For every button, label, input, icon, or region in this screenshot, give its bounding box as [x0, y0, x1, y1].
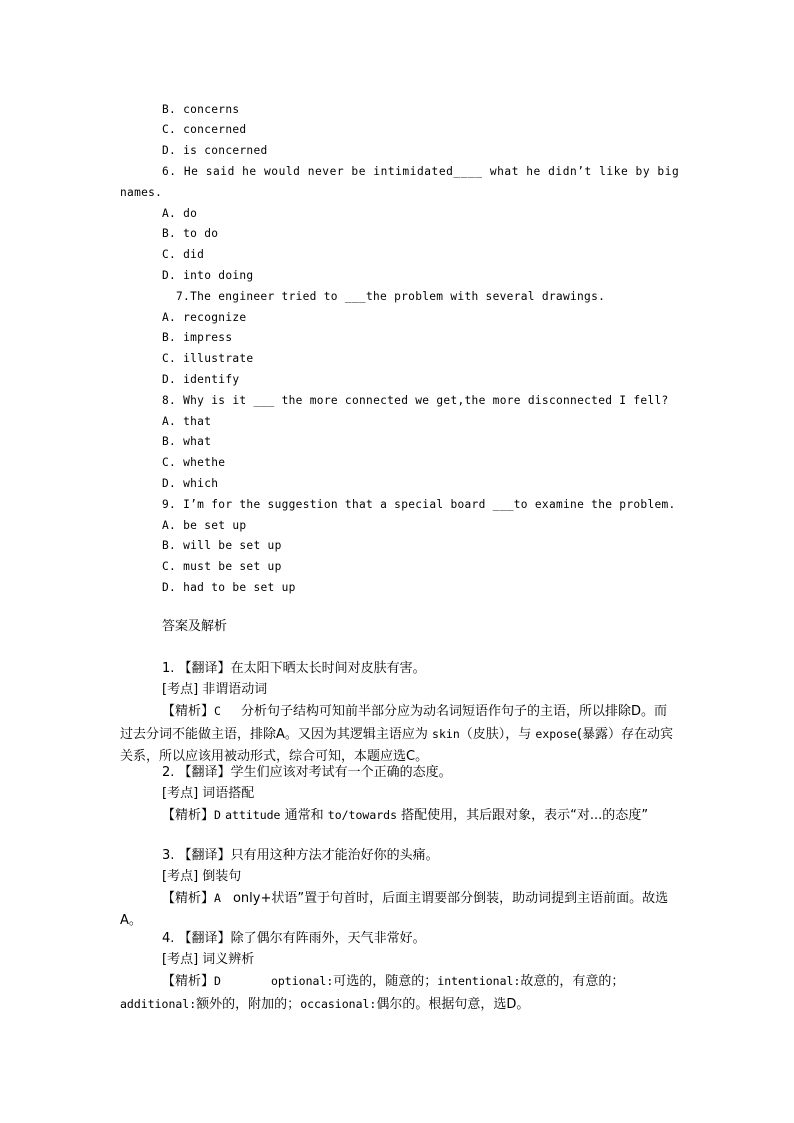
answer-letter: C [214, 704, 221, 718]
answer-2-analysis [120, 804, 675, 827]
analysis-tag: 【精析】 [162, 704, 215, 719]
analysis-text: 度” [628, 808, 649, 823]
analysis-text: only+状语”置于句首时，后面主谓要部分倒装，助动词提到主语前面。 [232, 891, 643, 906]
analysis-text: 通常和 [284, 808, 324, 823]
translation-text: 只有用这种方法才能治好你的头痛。 [230, 848, 439, 863]
term-attitude: attitude [225, 808, 281, 822]
q6-option-c: C. did [162, 248, 205, 261]
term-intentional: intentional: [437, 974, 521, 988]
analysis-text: （皮肤），与 [459, 727, 532, 742]
q6-stem-line2: names. [120, 186, 163, 199]
point-text: 词义辨析 [202, 952, 255, 967]
answer-4-translation [162, 931, 426, 947]
q9-option-d: D. had to be set up [162, 581, 296, 594]
q8-option-c: C. whethe [162, 456, 226, 469]
point-text: 非谓语动词 [202, 682, 268, 697]
answer-3-translation [162, 848, 439, 864]
answer-2-translation [162, 765, 452, 781]
answer-3-point [162, 869, 241, 885]
translate-tag: 【翻译】 [178, 661, 231, 676]
translate-tag: 【翻译】 [178, 848, 231, 863]
q7-option-b: B. impress [162, 331, 233, 344]
q5-option-c: C. concerned [162, 123, 247, 136]
term-additional: additional: [120, 997, 197, 1011]
q5-option-b: B. concerns [162, 103, 240, 116]
point-tag: [考点] [162, 869, 199, 884]
analysis-tag: 【精析】 [162, 974, 215, 989]
q9-option-b: B. will be set up [162, 539, 282, 552]
analysis-text: 分析句子结构可知前半部分应为动名词短语作句子的主语，所以排除 [240, 704, 631, 719]
point-tag: [考点] [162, 952, 199, 967]
definition-text: 额外的，附加的； [196, 997, 301, 1012]
answer-3-analysis [120, 887, 675, 932]
q5-option-d: D. is concerned [162, 144, 268, 157]
term-to-towards: to/towards [327, 808, 398, 822]
q6-option-b: B. to do [162, 227, 219, 240]
point-text: 倒装句 [202, 869, 242, 884]
q9-option-c: C. must be set up [162, 560, 282, 573]
analysis-tag: 【精析】 [162, 891, 215, 906]
q7-option-d: D. identify [162, 373, 240, 386]
answer-1-point [162, 682, 267, 698]
translate-tag: 【翻译】 [178, 765, 231, 780]
definition-text: 可选的，随意的； [333, 974, 438, 989]
point-text: 词语搭配 [202, 786, 255, 801]
answer-1-translation [162, 661, 426, 677]
term-optional: optional: [270, 974, 334, 988]
answer-number: 4. [162, 931, 175, 946]
analysis-text: (暴 [576, 727, 596, 742]
translation-text: 在太阳下晒太长时间对皮肤有害。 [230, 661, 426, 676]
term-expose: expose [535, 727, 577, 741]
answer-number: 3. [162, 848, 175, 863]
analysis-tag: 【精析】 [162, 808, 215, 823]
definition-text: 故意的，有意的； [520, 974, 625, 989]
answer-letter: D [214, 808, 221, 822]
analysis-text: 故选 A。 [120, 891, 669, 928]
q9-option-a: A. be set up [162, 519, 247, 532]
answers-heading: 答案及解析 [162, 619, 228, 634]
term-occasional: occasional: [300, 997, 377, 1011]
definition-text: 偶尔的。根据句意，选D。 [376, 997, 530, 1012]
q8-option-b: B. what [162, 435, 212, 448]
answer-letter: A [214, 891, 221, 905]
q9-stem: 9. I’m for the suggestion that a special board ___to examine the problem. [162, 498, 676, 511]
q7-option-c: C. illustrate [162, 352, 254, 365]
q8-option-d: D. which [162, 477, 219, 490]
answer-number: 2. [162, 765, 175, 780]
analysis-text: 露）存在动宾关系，所以应该用被动形式，综合可知，本题应选C。 [120, 727, 674, 764]
point-tag: [考点] [162, 786, 199, 801]
term-skin: skin [432, 727, 460, 741]
answer-number: 1. [162, 661, 175, 676]
answer-letter: D [214, 974, 221, 988]
q7-stem: 7.The engineer tried to ___the problem with several drawings. [176, 290, 606, 303]
answer-4-point [162, 952, 254, 968]
translate-tag: 【翻译】 [178, 931, 231, 946]
q6-stem-line1: 6. He said he would never be intimidated____ what he didn’t like by big [162, 165, 680, 178]
answer-1-analysis [120, 700, 675, 768]
q7-option-a: A. recognize [162, 311, 247, 324]
answer-4-analysis [120, 970, 675, 1016]
analysis-text: 搭配使用，其后跟对象，表示“对...的态 [401, 808, 629, 823]
point-tag: [考点] [162, 682, 199, 697]
q6-option-a: A. do [162, 207, 198, 220]
q8-stem: 8. Why is it ___ the more connected we get,the more disconnected I fell? [162, 394, 669, 407]
analysis-text: D。而过去分词不能做主语，排除A。又因为其逻辑主语应为 [120, 704, 667, 742]
answer-2-point [162, 786, 254, 802]
translation-text: 除了偶尔有阵雨外，天气非常好。 [230, 931, 426, 946]
translation-text: 学生们应该对考试有一个正确的态度。 [230, 765, 452, 780]
q8-option-a: A. that [162, 415, 212, 428]
q6-option-d: D. into doing [162, 269, 254, 282]
